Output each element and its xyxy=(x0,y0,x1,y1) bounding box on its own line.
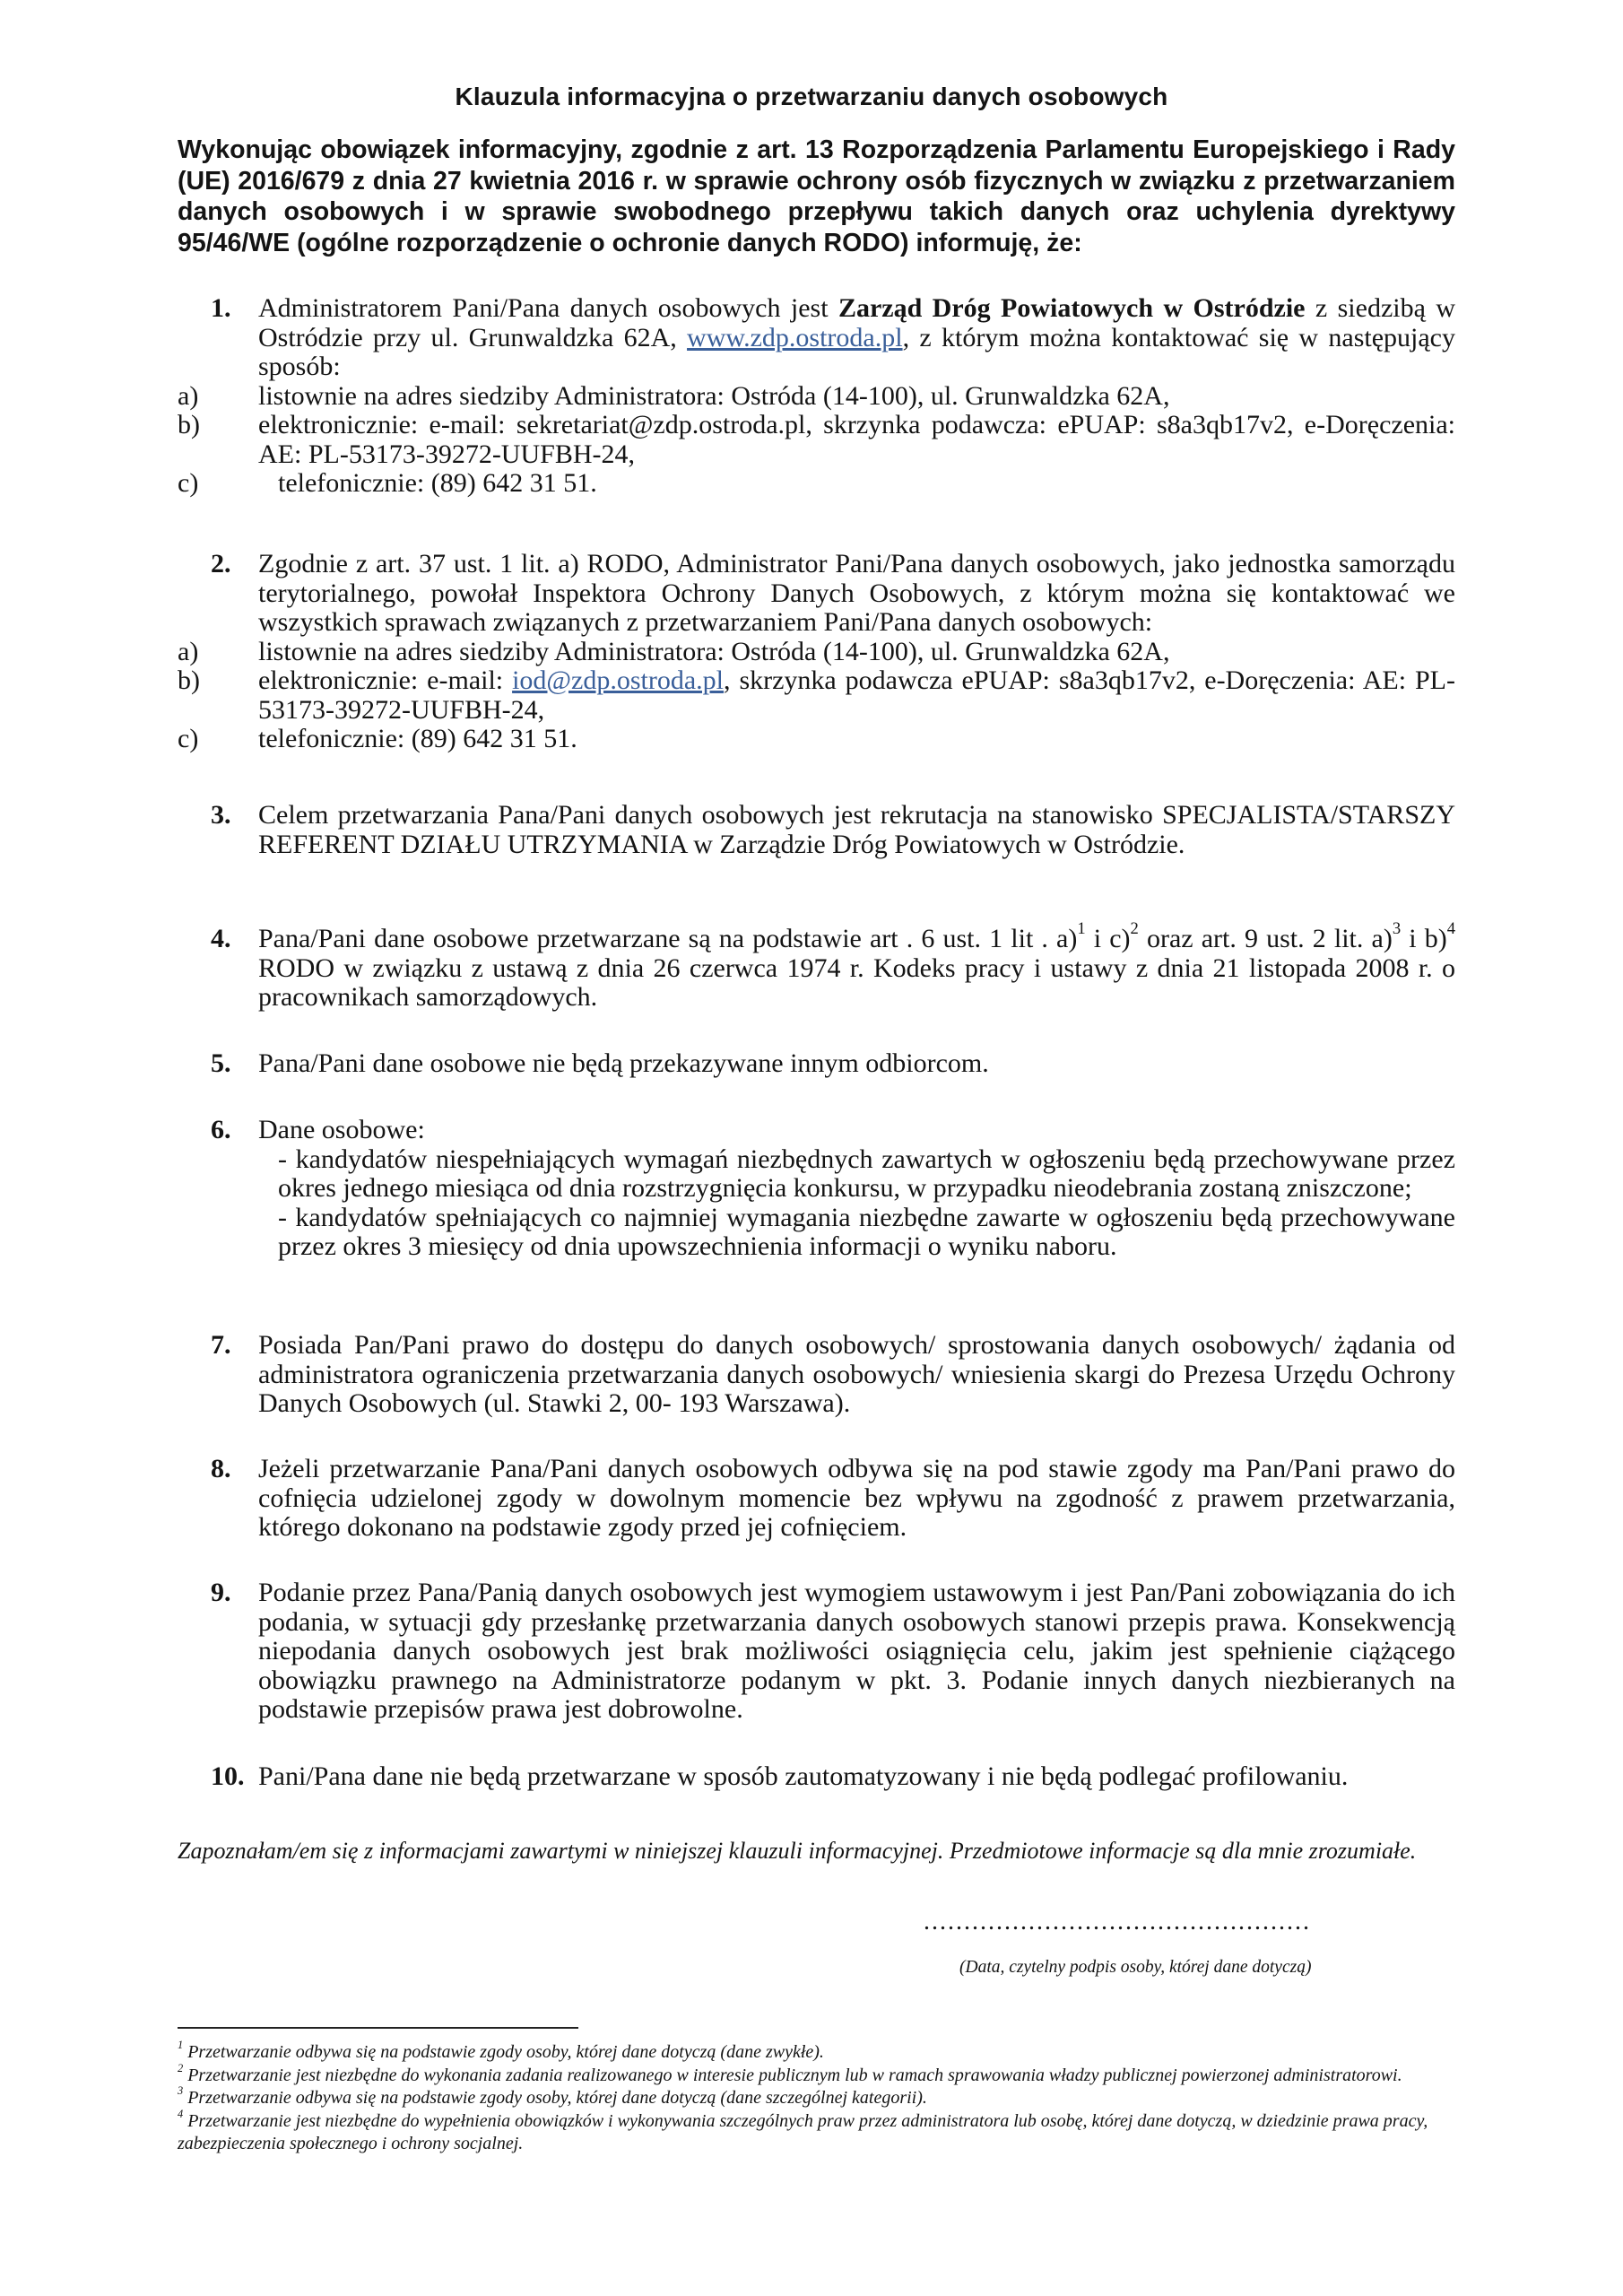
section-6 xyxy=(178,1116,1455,1262)
footnote xyxy=(178,2041,1455,2065)
text-run: Administratorem Pani/Pana danych osobowych jest xyxy=(258,293,838,323)
section-text: Posiada Pan/Pani prawo do dostępu do danych osobowych/ sprostowania danych osobowych/ żądania od administratora ograniczenia przetwarzania danych osobowych/ wniesienia skargi do Prezesa Urzędu Ochrony Danych Osobowych (ul. Stawki 2, 00- 193 Warszawa). xyxy=(258,1330,1455,1418)
footnotes xyxy=(178,2041,1455,2156)
section-5 xyxy=(178,1049,1455,1079)
iod-email-link[interactable]: iod@zdp.ostroda.pl xyxy=(512,665,725,695)
section-9 xyxy=(178,1578,1455,1725)
footnote-text: Przetwarzanie odbywa się na podstawie zgody osoby, której dane dotyczą (dane szczególnej kategorii). xyxy=(183,2088,927,2108)
website-link[interactable]: www.zdp.ostroda.pl xyxy=(687,322,903,352)
footnote-text: Przetwarzanie odbywa się na podstawie zgody osoby, której dane dotyczą (dane zwykłe). xyxy=(183,2042,824,2062)
list-label: a) xyxy=(178,380,199,411)
list-item: telefonicznie: (89) 642 31 51. xyxy=(258,724,577,753)
section-4 xyxy=(178,919,1456,1013)
section-text: Podanie przez Pana/Panią danych osobowych jest wymogiem ustawowym i jest Pan/Pani zobowiązania do ich podania, w sytuacji gdy przesłankę przetwarzania danych osobowych stanowi przepis prawa. Konsekwencją niepodania danych osobowych jest brak możliwości osiągnięcia celu, jakim jest spełnienie ciążącego obowiązku prawnego na Administratorze podanym w pkt. 3. Podanie innych danych niezbieranych na podstawie przepisów prawa jest dobrowolne. xyxy=(258,1578,1455,1724)
section-text: Celem przetwarzania Pana/Pani danych osobowych jest rekrutacja na stanowisko SPECJALISTA/STARSZY REFERENT DZIAŁU UTRZYMANIA w Zarządzie Dróg Powiatowych w Ostródzie. xyxy=(258,800,1455,859)
section-number: 2. xyxy=(211,549,231,578)
section-1 xyxy=(178,294,1455,499)
section-number: 9. xyxy=(211,1578,231,1607)
text-run: oraz art. 9 ust. 2 lit. a) xyxy=(1138,924,1393,953)
text-run: , z którym można kontaktować się w następujący sposób: xyxy=(258,322,1455,381)
text-run: elektronicznie: e-mail: xyxy=(258,665,513,695)
text-run: i c) xyxy=(1085,924,1131,953)
footnote-ref: 4 xyxy=(1446,919,1456,939)
footnote-text: Przetwarzanie jest niezbędne do wypełnienia obowiązków i wykonywania szczególnych praw przez administratora lub osobę, której dane dotyczą, w dziedzinie prawa pracy, zabezpieczenia społecznego i ochrony socjalnej. xyxy=(178,2110,1428,2153)
document-title: Klauzula informacyjna o przetwarzaniu danych osobowych xyxy=(455,83,1168,110)
section-text: Dane osobowe: xyxy=(258,1115,425,1144)
list-item: telefonicznie: (89) 642 31 51. xyxy=(278,468,597,498)
list-item xyxy=(258,666,1455,725)
list-label: b) xyxy=(178,410,200,439)
footnote-mark: 3 xyxy=(178,2084,184,2098)
footnote-mark: 1 xyxy=(178,2039,184,2052)
footnote-ref: 3 xyxy=(1392,919,1402,939)
section-8 xyxy=(178,1455,1455,1543)
signature-line: ................................................ xyxy=(924,1908,1311,1935)
footnote xyxy=(178,2061,1455,2088)
section-number: 6. xyxy=(211,1115,231,1144)
section-text xyxy=(258,919,1456,1013)
consent-statement: Zapoznałam/em się z informacjami zawartymi w niniejszej klauzuli informacyjnej. Przedmiotowe informacje są dla mnie zrozumiałe. xyxy=(178,1838,1417,1864)
signature-caption: (Data, czytelny podpis osoby, której dane dotyczą) xyxy=(959,1958,1312,1977)
footnote xyxy=(178,2107,1455,2156)
text-run: Pana/Pani dane osobowe przetwarzane są na podstawie art . 6 ust. 1 lit . a) xyxy=(258,924,1078,953)
list-label: c) xyxy=(178,724,199,753)
footnote-ref: 2 xyxy=(1130,919,1139,939)
list-item: - kandydatów spełniających co najmniej wymagania niezbędne zawarte w ogłoszeniu będą przechowywane przez okres 3 miesięcy od dnia upowszechnienia informacji o wyniku naboru. xyxy=(278,1202,1455,1261)
section-2 xyxy=(178,550,1455,754)
section-number: 8. xyxy=(211,1454,231,1483)
section-text: Jeżeli przetwarzanie Pana/Pani danych osobowych odbywa się na pod stawie zgody ma Pan/Pani prawo do cofnięcia udzielonej zgody w dowolnym momencie bez wpływu na zgodność z prawem przetwarzania, którego dokonano na podstawie zgody przed jej cofnięciem. xyxy=(258,1454,1455,1542)
list-label: a) xyxy=(178,636,199,666)
section-number: 10. xyxy=(211,1761,245,1791)
list-item: elektronicznie: e-mail: sekretariat@zdp.ostroda.pl, skrzynka podawcza: ePUAP: s8a3qb17v2, e-Doręczenia: AE: PL-53173-39272-UUFBH-24, xyxy=(258,410,1455,469)
list-item: - kandydatów niespełniających wymagań niezbędnych zawartych w ogłoszeniu będą przechowywane przez okres jednego miesiąca od dnia rozstrzygnięcia konkursu, w przypadku nieodebrania zostaną zniszczone; xyxy=(278,1144,1455,1203)
footnote-mark: 4 xyxy=(178,2107,184,2120)
footnote xyxy=(178,2084,1455,2110)
section-text: Pana/Pani dane osobowe nie będą przekazywane innym odbiorcom. xyxy=(258,1048,989,1078)
section-10 xyxy=(178,1762,1455,1792)
list-item: listownie na adres siedziby Administratora: Ostróda (14-100), ul. Grunwaldzka 62A, xyxy=(258,380,1170,411)
footnote-mark: 2 xyxy=(178,2061,184,2074)
text-run: RODO w związku z ustawą z dnia 26 czerwca 1974 r. Kodeks pracy i ustawy z dnia 21 listopada 2008 r. o pracownikach samorządowych. xyxy=(258,952,1455,1012)
section-3 xyxy=(178,801,1455,859)
section-number: 1. xyxy=(211,293,231,323)
section-number: 4. xyxy=(211,924,231,953)
section-text: Zgodnie z art. 37 ust. 1 lit. a) RODO, Administrator Pani/Pana danych osobowych, jako jednostka samorządu terytorialnego, powołał Inspektora Ochrony Danych Osobowych, z którym można się kontaktować we wszystkich sprawach związanych z przetwarzaniem Pani/Pana danych osobowych: xyxy=(258,549,1455,637)
list-label: b) xyxy=(178,665,200,695)
footnote-divider xyxy=(178,2027,578,2029)
list-item: listownie na adres siedziby Administratora: Ostróda (14-100), ul. Grunwaldzka 62A, xyxy=(258,636,1170,666)
text-run: z siedzibą w Ostródzie przy ul. Grunwaldzka 62A, xyxy=(258,293,1455,352)
intro-paragraph: Wykonując obowiązek informacyjny, zgodnie z art. 13 Rozporządzenia Parlamentu Europejskiego i Rady (UE) 2016/679 z dnia 27 kwietnia 2016 r. w sprawie ochrony osób fizycznych w związku z przetwarzaniem danych osobowych i w sprawie swobodnego przepływu takich danych oraz uchylenia dyrektywy 95/46/WE (ogólne rozporządzenie o ochronie danych RODO) informuję, że: xyxy=(178,135,1455,257)
text-run: , skrzynka podawcza ePUAP: s8a3qb17v2, e-Doręczenia: AE: PL-53173-39272-UUFBH-24, xyxy=(258,665,1455,725)
section-text xyxy=(258,294,1455,382)
text-run: i b) xyxy=(1401,924,1447,953)
administrator-name: Zarząd Dróg Powiatowych w Ostródzie xyxy=(838,293,1306,323)
section-number: 3. xyxy=(211,800,231,830)
footnote-ref: 1 xyxy=(1077,919,1086,939)
section-number: 7. xyxy=(211,1330,231,1360)
section-7 xyxy=(178,1331,1455,1419)
section-number: 5. xyxy=(211,1048,231,1078)
list-label: c) xyxy=(178,468,199,498)
footnote-text: Przetwarzanie jest niezbędne do wykonania zadania realizowanego w interesie publicznym lub w ramach sprawowania władzy publicznej powierzonej administratorowi. xyxy=(183,2065,1402,2085)
section-text: Pani/Pana dane nie będą przetwarzane w sposób zautomatyzowany i nie będą podlegać profilowaniu. xyxy=(258,1761,1349,1791)
